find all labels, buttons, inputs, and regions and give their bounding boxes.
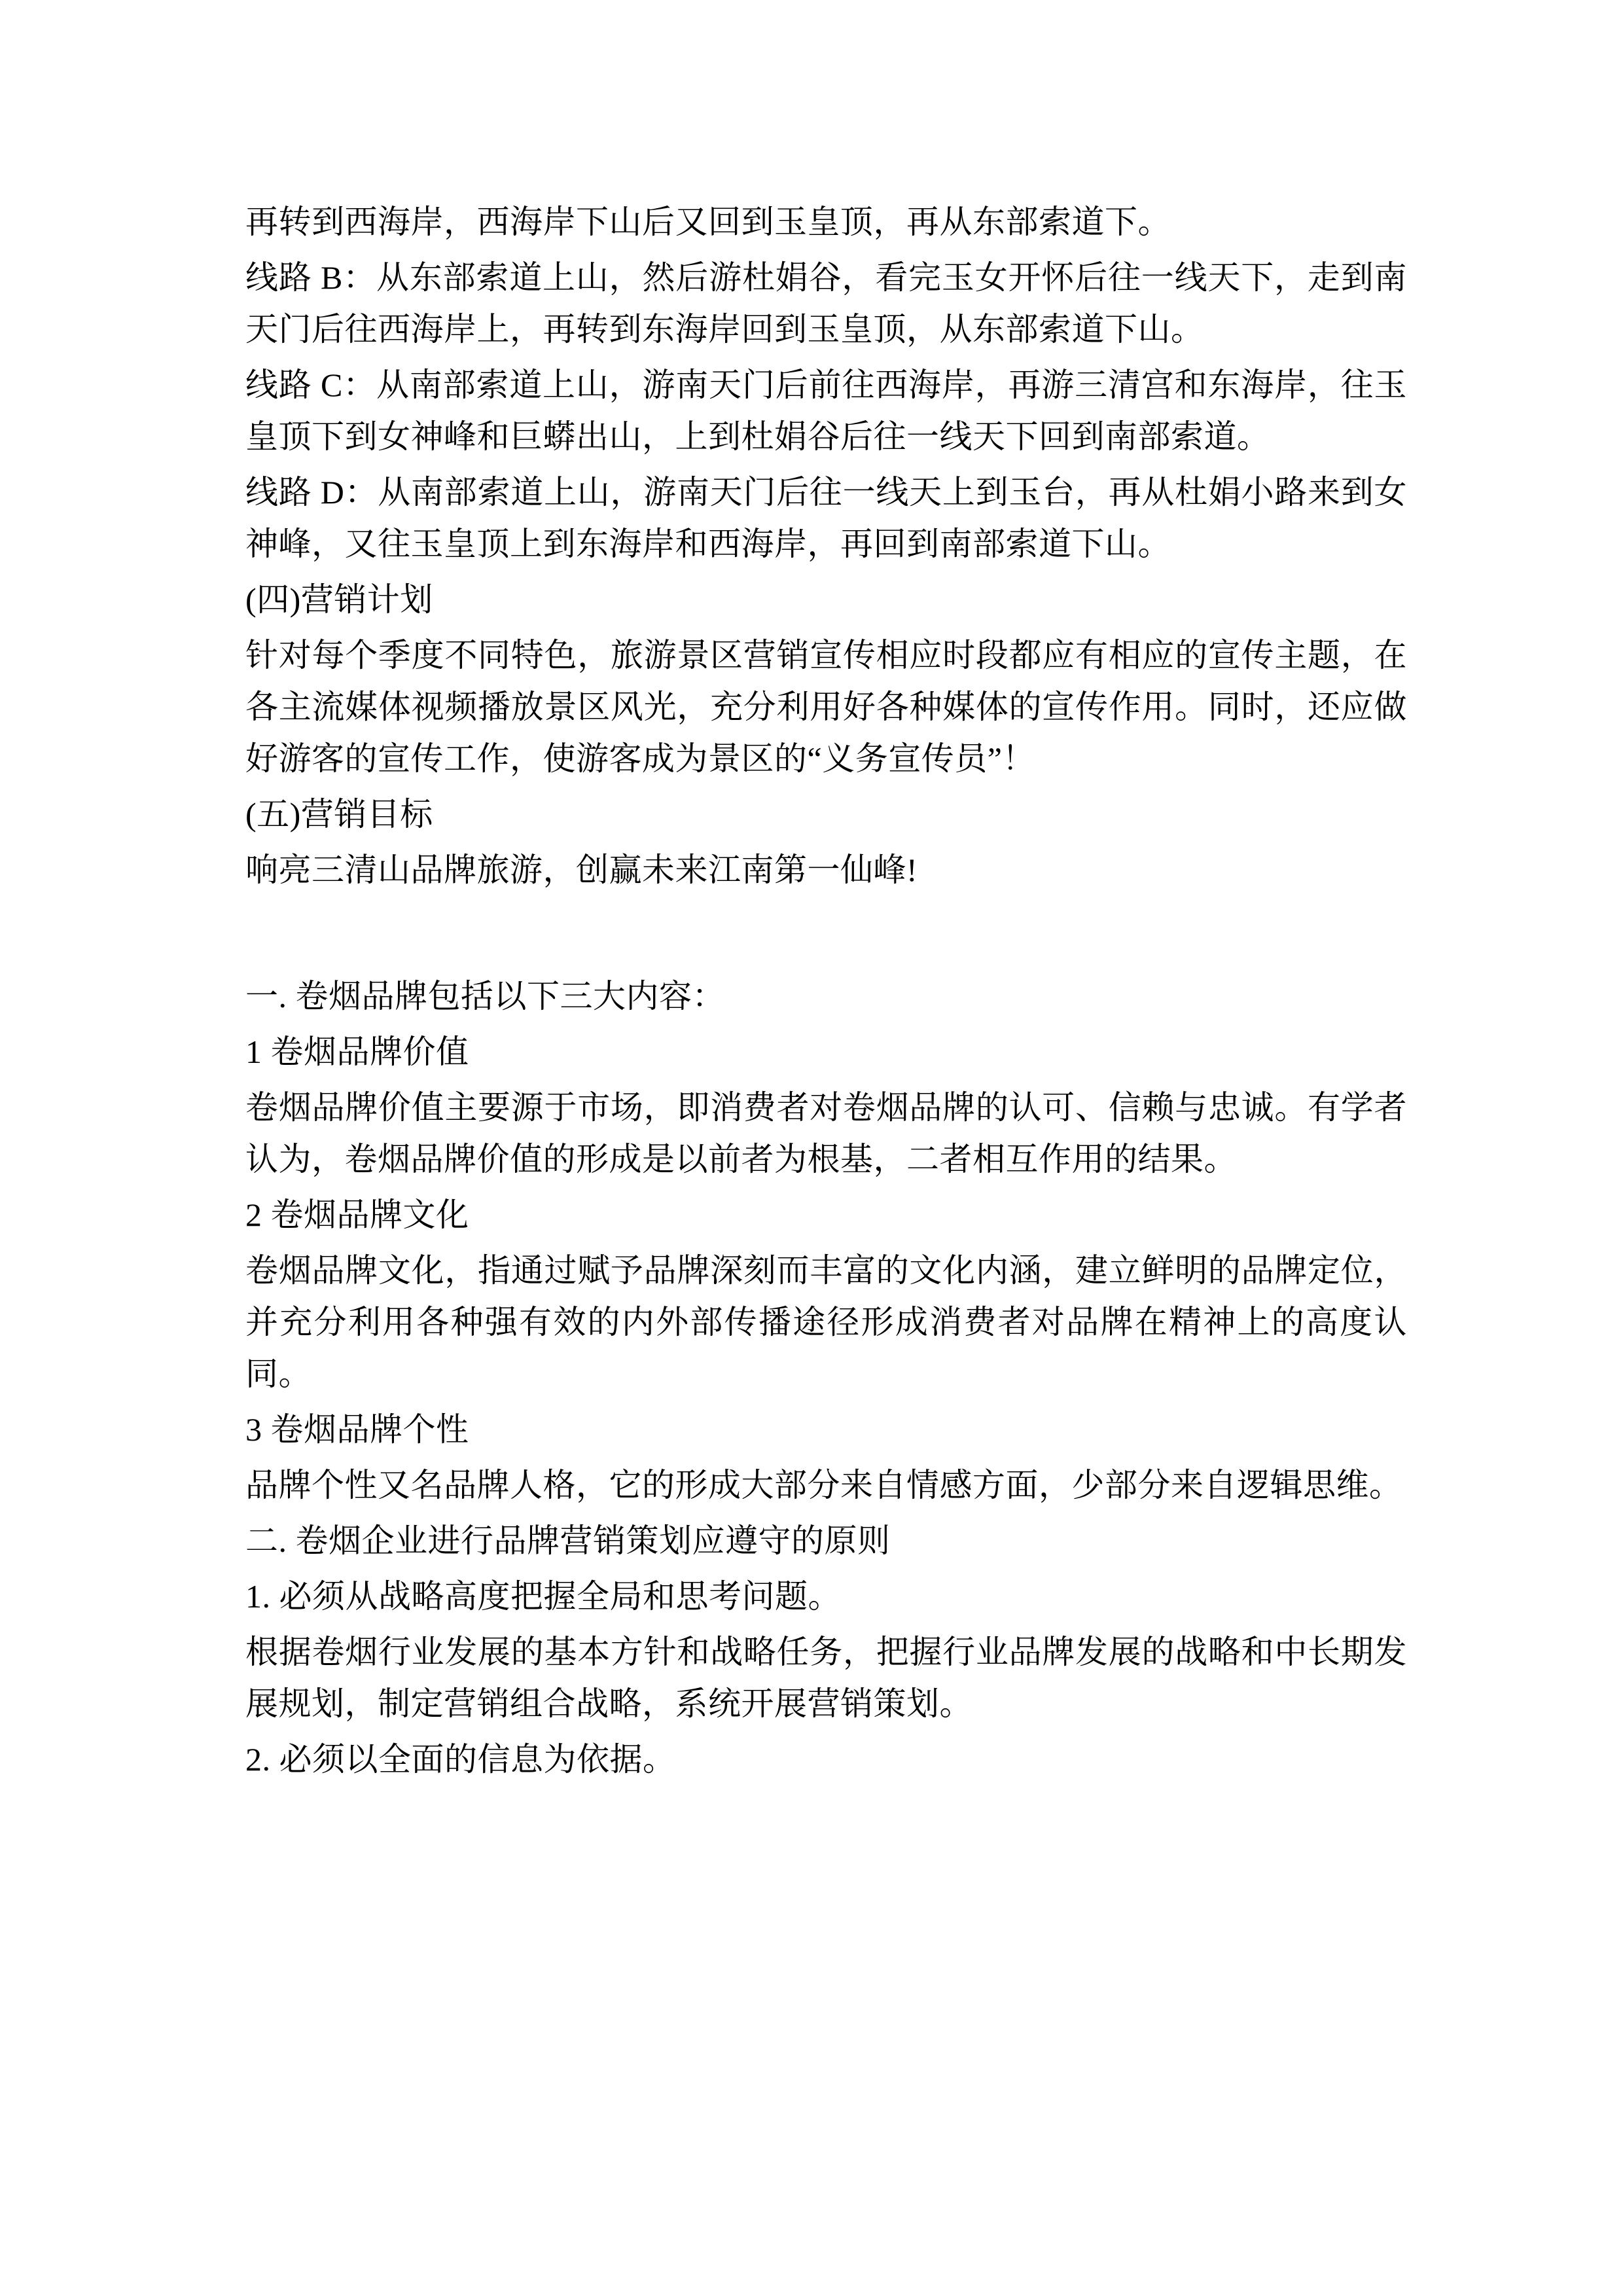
section-four-body: 针对每个季度不同特色，旅游景区营销宣传相应时段都应有相应的宣传主题，在各主流媒体视频播放景区风光，充分利用好各种媒体的宣传作用。同时，还应做好游客的宣传工作，使游客成为景区的“义务宣传员”！ (245, 637, 1407, 777)
section-spacer (245, 900, 1407, 971)
item-2-body: 卷烟品牌文化，指通过赋予品牌深刻而丰富的文化内涵，建立鲜明的品牌定位，并充分利用各种强有效的内外部传播途径形成消费者对品牌在精神上的高度认同。 (245, 1252, 1407, 1392)
chapter-two-heading: 二. 卷烟企业进行品牌营销策划应遵守的原则 (245, 1522, 891, 1559)
principle-1-body: 根据卷烟行业发展的基本方针和战略任务，把握行业品牌发展的战略和中长期发展规划，制定营销组合战略，系统开展营销策划。 (245, 1634, 1407, 1722)
section-five-heading: (五)营销目标 (245, 796, 433, 833)
section-four-heading: (四)营销计划 (245, 581, 433, 618)
item-1-heading: 1 卷烟品牌价值 (245, 1033, 469, 1070)
route-c: 线路 C：从南部索道上山，游南天门后前往西海岸，再游三清宫和东海岸，往玉皇顶下到女神峰和巨蟒出山，上到杜娟谷后往一线天下回到南部索道。 (245, 367, 1407, 455)
chapter-one-heading: 一. 卷烟品牌包括以下三大内容： (245, 978, 725, 1014)
principle-2-heading: 2. 必须以全面的信息为依据。 (245, 1741, 676, 1778)
item-2-heading: 2 卷烟品牌文化 (245, 1196, 469, 1233)
section-five-body: 响亮三清山品牌旅游，创赢未来江南第一仙峰! (245, 852, 918, 888)
item-3-heading: 3 卷烟品牌个性 (245, 1411, 469, 1448)
document-body (245, 196, 1407, 1785)
principle-1-heading: 1. 必须从战略高度把握全局和思考问题。 (245, 1578, 841, 1615)
route-a-continuation: 再转到西海岸，西海岸下山后又回到玉皇顶，再从东部索道下。 (245, 204, 1171, 240)
route-b: 线路 B：从东部索道上山，然后游杜娟谷，看完玉女开怀后往一线天下，走到南天门后往西海岸上，再转到东海岸回到玉皇顶，从东部索道下山。 (245, 259, 1407, 348)
item-3-body: 品牌个性又名品牌人格，它的形成大部分来自情感方面，少部分来自逻辑思维。 (245, 1467, 1402, 1503)
item-1-body: 卷烟品牌价值主要源于市场，即消费者对卷烟品牌的认可、信赖与忠诚。有学者认为，卷烟品牌价值的形成是以前者为根基，二者相互作用的结果。 (245, 1089, 1407, 1177)
route-d: 线路 D：从南部索道上山，游南天门后往一线天上到玉台，再从杜娟小路来到女神峰，又往玉皇顶上到东海岸和西海岸，再回到南部索道下山。 (245, 474, 1407, 562)
